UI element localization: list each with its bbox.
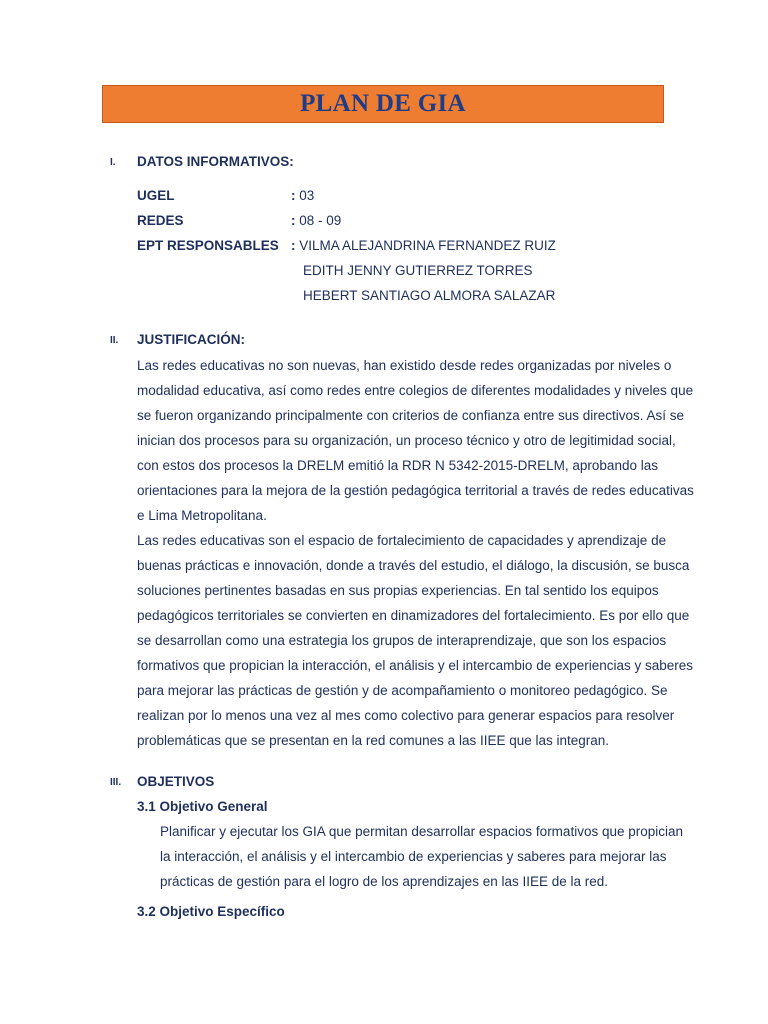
value-text: 03	[299, 188, 315, 203]
document-title: PLAN DE GIA	[300, 90, 466, 117]
paragraph-line: buenas prácticas e innovación, donde a través del estudio, el diálogo, la discusión, se busca	[137, 558, 690, 573]
paragraph-line: se fueron organizando principalmente con criterios de confianza entre sus directivos. Así se	[137, 408, 685, 423]
section-number: I.	[110, 157, 116, 168]
section-title-justificacion: JUSTIFICACIÓN:	[137, 332, 245, 347]
paragraph-line: soluciones pertinentes basadas en sus propias experiencias. En tal sentido los equipos	[137, 583, 659, 598]
field-value-ugel	[291, 188, 314, 203]
paragraph-line: orientaciones para la mejora de la gestión pedagógica territorial a través de redes educativas	[137, 483, 694, 498]
paragraph-line: prácticas de gestión para el logro de los aprendizajes en las IIEE de la red.	[160, 874, 609, 889]
field-label-responsables: EPT RESPONSABLES	[137, 238, 279, 253]
paragraph-line: realizan por lo menos una vez al mes como colectivo para generar espacios para resolver	[137, 708, 675, 723]
paragraph-line: modalidad educativa, así como redes entre colegios de diferentes modalidades y niveles que	[137, 383, 694, 398]
paragraph-line: con estos dos procesos la DRELM emitió la RDR N 5342-2015-DRELM, aprobando las	[137, 458, 658, 473]
section-title-objetivos: OBJETIVOS	[137, 774, 215, 789]
field-label-ugel: UGEL	[137, 188, 175, 203]
field-value-redes	[291, 213, 341, 228]
value-text: VILMA ALEJANDRINA FERNANDEZ RUIZ	[299, 238, 556, 253]
paragraph-line: formativos que propician la interacción, el análisis y el intercambio de experiencias y saberes	[137, 658, 694, 673]
section-number: II.	[110, 335, 119, 346]
subsection-title-especifico: 3.2 Objetivo Específico	[137, 904, 285, 919]
section-number: III.	[110, 777, 122, 788]
responsable-name: EDITH JENNY GUTIERREZ TORRES	[303, 263, 533, 278]
paragraph-line: para mejorar las prácticas de gestión y de acompañamiento o monitoreo pedagógico. Se	[137, 683, 668, 698]
document-title-box	[102, 85, 664, 123]
paragraph-line: Las redes educativas no son nuevas, han existido desde redes organizadas por niveles o	[137, 358, 672, 373]
colon: :	[291, 188, 296, 203]
paragraph-line: Planificar y ejecutar los GIA que permitan desarrollar espacios formativos que propician	[160, 824, 684, 839]
colon: :	[291, 238, 296, 253]
field-value-responsables	[291, 238, 556, 253]
paragraph-line: inician dos procesos para su organización, un proceso técnico y otro de legitimidad social,	[137, 433, 676, 448]
paragraph-line: se desarrollan como una estrategia los grupos de interaprendizaje, que son los espacios	[137, 633, 667, 648]
section-title-datos: DATOS INFORMATIVOS:	[137, 154, 294, 169]
paragraph-line: la interacción, el análisis y el intercambio de experiencias y saberes para mejorar las	[160, 849, 667, 864]
field-label-redes: REDES	[137, 213, 184, 228]
paragraph-line: problemáticas que se presentan en la red comunes a las IIEE que las integran.	[137, 733, 610, 748]
colon: :	[291, 213, 296, 228]
paragraph-line: e Lima Metropolitana.	[137, 508, 267, 523]
paragraph-line: pedagógicos territoriales se convierten en dinamizadores del fortalecimiento. Es por ello que	[137, 608, 690, 623]
paragraph-line: Las redes educativas son el espacio de fortalecimiento de capacidades y aprendizaje de	[137, 533, 667, 548]
subsection-title-general: 3.1 Objetivo General	[137, 799, 268, 814]
responsable-name: HEBERT SANTIAGO ALMORA SALAZAR	[303, 288, 556, 303]
value-text: 08 - 09	[299, 213, 342, 228]
